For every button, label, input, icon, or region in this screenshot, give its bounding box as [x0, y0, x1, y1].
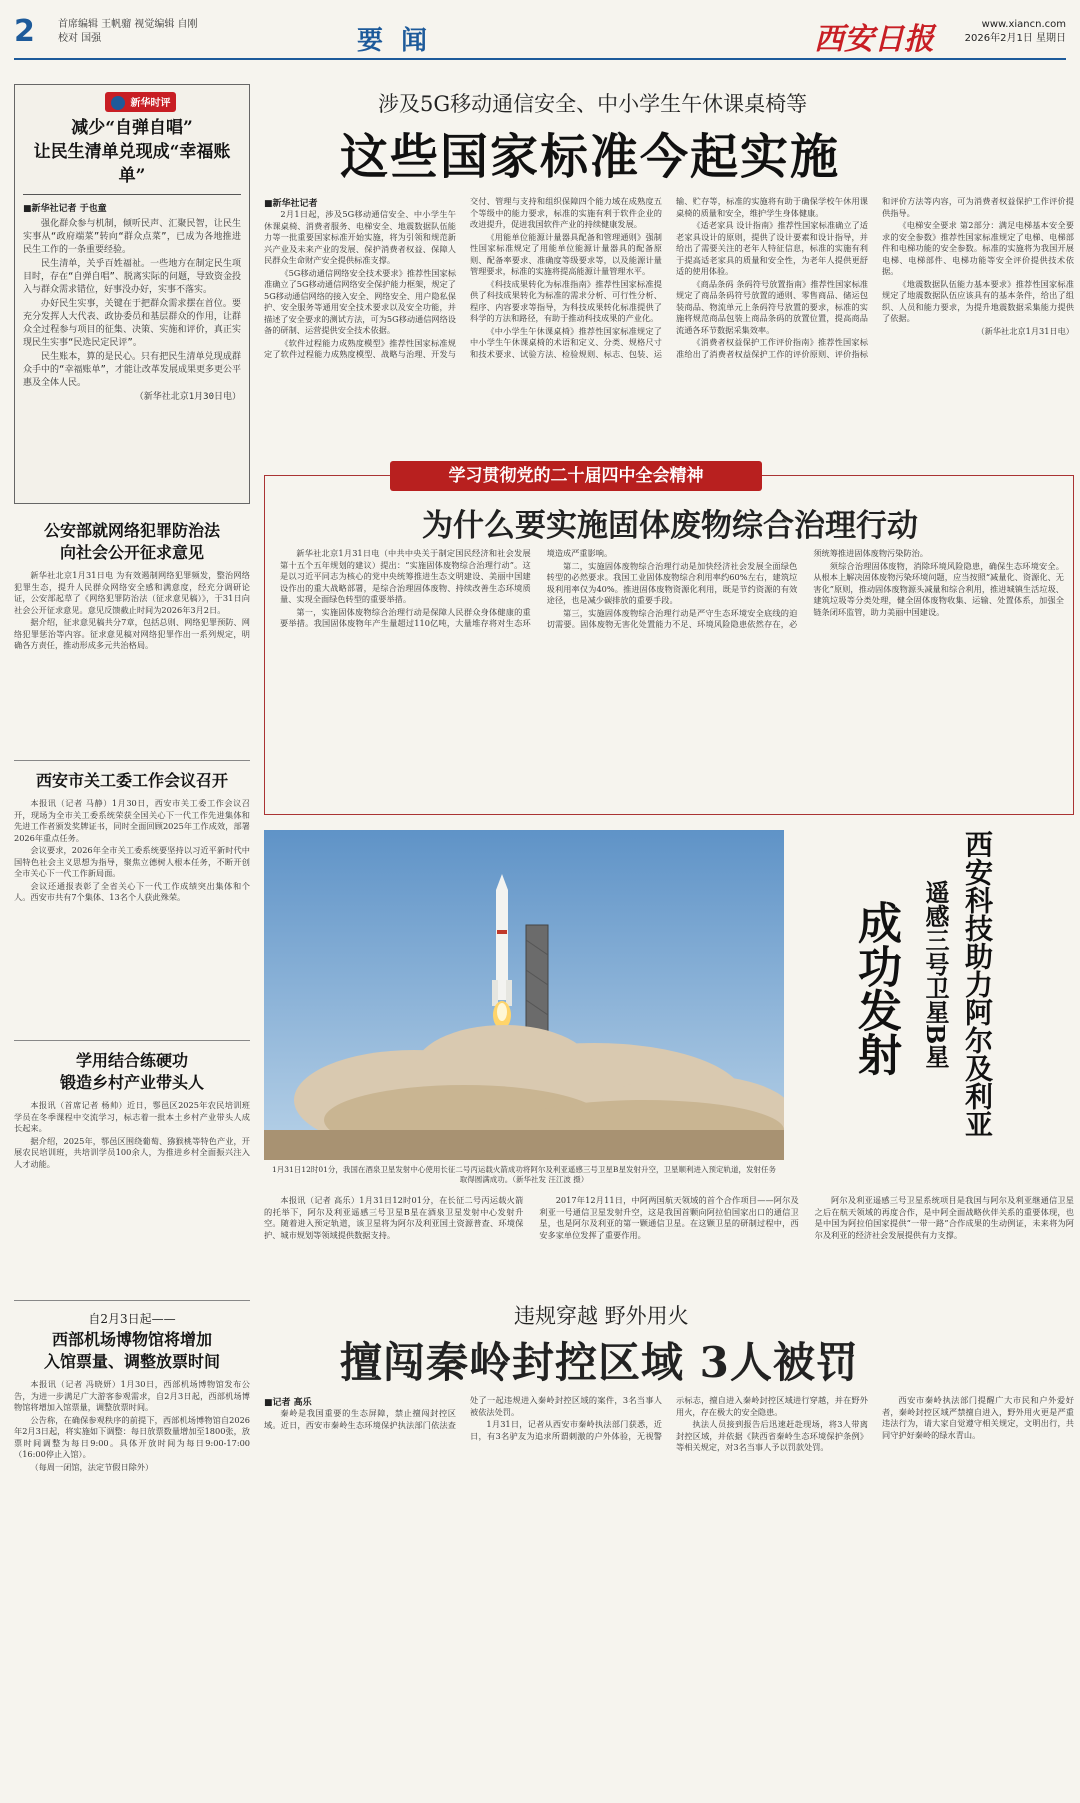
title-line: 学用结合练硬功	[75, 1051, 188, 1070]
bottom-story-kicker: 违规穿越 野外用火	[514, 1304, 689, 1328]
paragraph: 本报讯（记者 高乐）1月31日12时01分，在长征二号丙运载火箭的托举下，阿尔及利亚遥感三号卫星B星在酒泉卫星发射中心发射升空。随着进入预定轨道，该卫星将为阿尔及利亚国土资源普查、环境保护、城市规划等领域提供数据支持。	[264, 1195, 524, 1240]
paragraph: 本报讯（记者 冯晓妍）1月30日，西部机场博物馆发布公告，为进一步满足广大游客参观需求，自2月3日起，西部机场博物馆将增加入馆票量，调整放票时间。	[14, 1379, 250, 1412]
top-story-kicker: 涉及5G移动通信安全、中小学生午休课桌椅等	[378, 92, 808, 116]
commentary-tag	[105, 92, 176, 112]
issue-date: 2026年2月1日 星期日	[964, 33, 1066, 44]
paragraph: 《商品条码 条码符号放置指南》推荐性国家标准规定了商品条码符号放置的通则、零售商品、储运包装商品、物流单元上条码符号放置的要求，标准的实施将规范商品包装上商品条码的放置位置，提高商品流通各环节数据采集效率。	[676, 278, 868, 335]
story-airport-kicker: 自2月3日起——	[88, 1312, 176, 1326]
paragraph: 西安市秦岭执法部门提醒广大市民和户外爱好者，秦岭封控区域严禁擅自进入，野外用火更是严重违法行为，请大家自觉遵守相关规定，文明出行，共同守护好秦岭的绿水青山。	[882, 1395, 1074, 1440]
divider	[14, 1300, 250, 1301]
paragraph: 会议还通报表彰了全省关心下一代工作成绩突出集体和个人。西安市共有7个集体、13名个人获此殊荣。	[14, 880, 250, 902]
paragraph: 秦岭是我国重要的生态屏障，禁止擅闯封控区域。近日，西安市秦岭生态环境保护执法部门依法查处了一起违规进入秦岭封控区域的案件，3名当事人被依法处罚。	[264, 1395, 662, 1430]
story-rural	[14, 1050, 250, 1171]
editors-line-1: 首席编辑 王帆骝 视觉编辑 自刚	[58, 19, 198, 30]
paragraph: 《软件过程能力成熟度模型》推荐性国家标准规定了软件过程能力成熟度模型、战略与治理、开发与交付、管理与支持和组织保障四个能力域在成熟度五个等级中的能力要求，标准的实施有利于软件企业的改进提升，促进我国软件产业的持续健康发展。	[264, 196, 662, 359]
paragraph: 《中小学生午休课桌椅》推荐性国家标准规定了中小学生午休课桌椅的术语和定义、分类、规格尺寸和技术要求、试验方法、检验规则、标志、包装、运输、贮存等，标准的实施将有助于确保学校午休用课桌椅的质量和安全，维护学生身体健康。	[470, 196, 868, 359]
paragraph: 《消费者权益保护工作评价指南》推荐性国家标准给出了消费者权益保护工作的评价原则、评价指标和评价方法等内容，可为消费者权益保护工作评价提供指导。	[676, 196, 1074, 359]
commentary-title-line-1: 减少“自弹自唱”	[71, 118, 193, 138]
rocket-launch-photo	[264, 830, 784, 1160]
page-number: 2	[14, 14, 35, 49]
paragraph: 《地震数据队伍能力基本要求》推荐性国家标准规定了地震数据队伍应该具有的基本条件，给出了组织、人员和能力要求，为提升地震数据采集能力提供了依据。	[882, 278, 1074, 323]
story-police-body	[14, 570, 250, 652]
photo-story-body	[264, 1195, 1074, 1295]
bottom-story-text	[264, 1395, 1074, 1454]
top-story-body	[264, 196, 1074, 451]
paragraph: 《科技成果转化为标准指南》推荐性国家标准提供了科技成果转化为标准的需求分析、可行性分析、程序、内容要求等指导，为科技成果转化标准提供了科学的方法和路径，有助于推动科技成果的产业化。	[470, 278, 662, 323]
masthead-info	[965, 18, 1066, 46]
paragraph: 《用能单位能源计量器具配备和管理通则》强制性国家标准规定了用能单位能源计量器具的配备原则、配备率要求、准确度等级要求等，以及能源计量管理要求，标准的实施将提高能源计量管理水平。	[470, 231, 662, 276]
study-story-text	[280, 548, 1064, 631]
title-line: 向社会公开征求意见	[59, 543, 204, 562]
paragraph: 民生账本，算的是民心。只有把民生清单兑现成群众手中的“幸福账单”，才能让改革发展成果更多更公平惠及全体人民。	[23, 352, 241, 388]
paragraph: 民生清单，关乎百姓福祉。一些地方在制定民生项目时，存在“自弹自唱”、脱离实际的问题，导致资金投入与群众需求错位，好事没办好，实事不落实。	[23, 259, 241, 295]
title-line: 西部机场博物馆将增加	[51, 1330, 212, 1349]
story-rural-title	[14, 1050, 250, 1094]
story-police-title	[14, 520, 250, 564]
website[interactable]: www.xiancn.com	[981, 19, 1066, 30]
story-rural-body	[14, 1100, 250, 1170]
story-airport-title	[14, 1329, 250, 1373]
paragraph: 第三，实施固体废物综合治理行动是严守生态环境安全底线的迫切需要。固体废物无害化处置能力不足、环境风险隐患依然存在，必须统筹推进固体废物污染防治。	[546, 548, 928, 629]
photo-caption: 1月31日12时01分，我国在酒泉卫星发射中心使用长征二号丙运载火箭成功将阿尔及利亚遥感三号卫星B星发射升空，卫星顺利进入预定轨道，发射任务取得圆满成功。（新华社发 汪江波 摄）	[272, 1165, 776, 1184]
photo-title-line-2: 遥感三号卫星B星	[921, 880, 950, 1069]
paragraph: 新华社北京1月31日电 为有效遏制网络犯罪频发，整治网络犯罪生态，提升人民群众网络安全感和满意度，经充分调研论证，公安部起草了《网络犯罪防治法（征求意见稿）》，于31日向社会公开征求意见。意见反馈截止时间为2026年3月2日。	[14, 570, 250, 615]
editors-line-2: 校对 国强	[58, 33, 102, 44]
paragraph: 据介绍，2025年，鄠邑区围绕葡萄、猕猴桃等特色产业，开展农民培训班，共培训学员100余人，为推进乡村全面振兴注入人才动能。	[14, 1135, 250, 1169]
story-guanwei	[14, 770, 250, 905]
paragraph: 执法人员接到报告后迅速赶赴现场，将3人带离封控区域，并依据《陕西省秦岭生态环境保护条例》等相关规定，对3名当事人予以罚款处罚。	[676, 1419, 868, 1452]
story-guanwei-body	[14, 798, 250, 904]
divider	[23, 194, 241, 195]
paragraph: 2017年12月11日，中阿两国航天领域的首个合作项目——阿尔及利亚一号通信卫星发射升空，这是我国首颗向阿拉伯国家出口的通信卫星，也是阿尔及利亚的第一颗通信卫星。在这颗卫星的研制过程中，西安多家单位发挥了重要作用。	[539, 1195, 799, 1240]
paragraph: 新华社北京1月31日电（中共中央关于制定国民经济和社会发展第十五个五年规划的建议）提出：“实施固体废物综合治理行动”。这是以习近平同志为核心的党中央统筹推进生态文明建设、美丽中国建设作出的重大战略部署，是综合治理固体废物、持续改善生态环境质量、实现全面绿色转型的重要举措。	[280, 548, 531, 604]
newspaper-logo: 西安日报	[814, 22, 934, 57]
paragraph: 据介绍，征求意见稿共分7章，包括总则、网络犯罪预防、网络犯罪惩治等内容。征求意见稿对网络犯罪作出一系列规定，明确各方责任，推动形成多元共治格局。	[14, 617, 250, 650]
section-title: 要闻	[357, 26, 446, 56]
title-line: 公安部就网络犯罪防治法	[43, 521, 220, 540]
photo-title-line-3: 成功发射	[850, 900, 901, 1076]
title-line: 入馆票量、调整放票时间	[43, 1352, 220, 1371]
story-airport-body	[14, 1379, 250, 1473]
commentary-title-line-2: 让民生清单兑现成“幸福账单”	[33, 142, 231, 186]
top-story-byline: ■新华社记者	[264, 199, 318, 209]
photo-story-text	[264, 1195, 1074, 1242]
commentary-box	[14, 84, 250, 504]
paragraph: 第一，实施固体废物综合治理行动是保障人民群众身体健康的重要举措。我国固体废物年产生量超过110亿吨，大量堆存将对生态环境造成严重影响。	[280, 548, 613, 628]
paragraph: 1月31日，记者从西安市秦岭执法部门获悉，近日，有3名驴友为追求所谓刺激的户外体验，无视警示标志，擅自进入秦岭封控区域进行穿越，并在野外用火，存在极大的安全隐患。	[470, 1395, 868, 1441]
editors-credit	[58, 18, 198, 46]
paragraph: 《5G移动通信网络安全技术要求》推荐性国家标准确立了5G移动通信网络安全保护能力框架，规定了5G移动通信网络的接入安全、网络安全、用户隐私保护、安全服务等通用安全技术要求以及安全功能，并描述了安全要求的测试方法，可为5G移动通信网络设备的研制、运营提供安全技术依据。	[264, 267, 456, 335]
paragraph: 阿尔及利亚遥感三号卫星系统项目是我国与阿尔及利亚继通信卫星之后在航天领域的再度合作，是中阿全面战略伙伴关系的重要体现，也是中国为阿拉伯国家提供“一带一路”合作成果的生动例证，未来将为阿尔及利亚的经济社会发展提供有力支撑。	[814, 1195, 1074, 1240]
divider	[14, 760, 250, 761]
photo-caption-wrap	[270, 1165, 778, 1185]
commentary-byline: ■新华社记者 于也童	[23, 204, 107, 214]
top-story-text	[264, 196, 1074, 361]
paragraph: 须综合治理固体废物，消除环境风险隐患，确保生态环境安全。从根本上解决固体废物污染环境问题，应当按照“减量化、资源化、无害化”原则，推动固体废物源头减量和综合利用，推进城镇生活垃圾、建筑垃圾等分类处理，健全固体废物收集、运输、处置体系，加强全链条闭环监管，助力美丽中国建设。	[813, 560, 1064, 617]
bottom-story-body	[264, 1395, 1074, 1790]
paragraph: 会议要求，2026年全市关工委系统要坚持以习近平新时代中国特色社会主义思想为指导，聚焦立德树人根本任务，不断开创全市关心下一代工作新局面。	[14, 845, 250, 878]
paragraph: 本报讯（首席记者 杨帅）近日，鄠邑区2025年农民培训班学员在冬季课程中交流学习，标志着一批本土乡村产业带头人成长起来。	[14, 1100, 250, 1133]
bottom-story-byline: ■记者 高乐	[264, 1398, 312, 1408]
paragraph: 《电梯安全要求 第2部分：满足电梯基本安全要求的安全参数》推荐性国家标准规定了电梯、电梯部件和电梯功能的安全参数。标准的实施将为我国开展电梯、电梯部件、电梯功能等安全评价提供技术依据。	[882, 220, 1074, 276]
dateline: （新华社北京1月30日电）	[134, 392, 241, 402]
paragraph: 《适老家具 设计指南》推荐性国家标准确立了适老家具设计的原则，提供了设计要素和设计指导，并给出了需要关注的老年人特征信息，标准的实施有利于提高适老家具的质量和安全性，为老年人提供更舒适的使用体验。	[676, 220, 868, 276]
paragraph: 公告称，在确保参观秩序的前提下，西部机场博物馆自2026年2月3日起，将实施如下调整：每日放票数量增加至1800张，放票时间调整为每日9:00。具体开放时间为每日9:00-17:00（16:00停止入馆）。	[14, 1414, 250, 1459]
study-banner: 学习贯彻党的二十届四中全会精神	[390, 461, 762, 491]
paragraph: 本报讯（记者 马静）1月30日，西安市关工委工作会议召开，现场为全市关工委系统荣获全国关心下一代工作先进集体和先进工作者颁发奖牌证书，同时全面回顾2025年工作成效，部署2026年重点任务。	[14, 798, 250, 843]
paragraph: 2月1日起，涉及5G移动通信安全、中小学生午休课桌椅、消费者服务、电梯安全、地震数据队伍能力等一批重要国家标准开始实施，将为引领和规范新兴产业及未来产业的发展、保护消费者权益、保障人民群众生命财产安全提供标准支撑。	[264, 209, 456, 265]
title-line: 锻造乡村产业带头人	[59, 1073, 204, 1092]
bottom-story-headline: 擅闯秦岭封控区域 3人被罚	[340, 1338, 859, 1387]
divider	[14, 1040, 250, 1041]
commentary-tag-label: 新华时评	[130, 98, 171, 109]
study-headline: 为什么要实施固体废物综合治理行动	[422, 508, 918, 544]
story-airport	[14, 1310, 250, 1474]
dateline: （新华社北京1月31日电）	[976, 325, 1074, 336]
paragraph: （每周一闭馆，法定节假日除外）	[30, 1461, 154, 1472]
paragraph: 办好民生实事，关键在于把群众需求摆在首位。要充分发挥人大代表、政协委员和基层群众的作用，让群众全过程参与项目的征集、决策、实施和评价，真正实现民生实事“民选民定民评”。	[23, 299, 241, 348]
rocket-photo-image	[264, 830, 784, 1160]
paragraph: 强化群众参与机制，倾听民声、汇聚民智，让民生实事从“政府端菜”转向“群众点菜”，已成为各地推进民生工作的一条重要经验。	[23, 219, 241, 255]
study-story-body	[280, 548, 1064, 806]
story-police	[14, 520, 250, 653]
xinhua-icon	[111, 96, 125, 110]
paragraph: 第二，实施固体废物综合治理行动是加快经济社会发展全面绿色转型的必然要求。我国工业固体废物综合利用率约60%左右，建筑垃圾利用率仅为40%。推进固体废物资源化利用，既是节约资源的有效途径，也是减少碳排放的重要手段。	[546, 560, 798, 605]
photo-title-line-1: 西安科技助力阿尔及利亚	[961, 830, 994, 1138]
top-story-headline: 这些国家标准今起实施	[340, 129, 841, 185]
masthead	[14, 14, 1066, 60]
story-guanwei-title: 西安市关工委工作会议召开	[35, 771, 228, 790]
commentary-title	[23, 116, 241, 188]
commentary-body	[23, 218, 241, 404]
